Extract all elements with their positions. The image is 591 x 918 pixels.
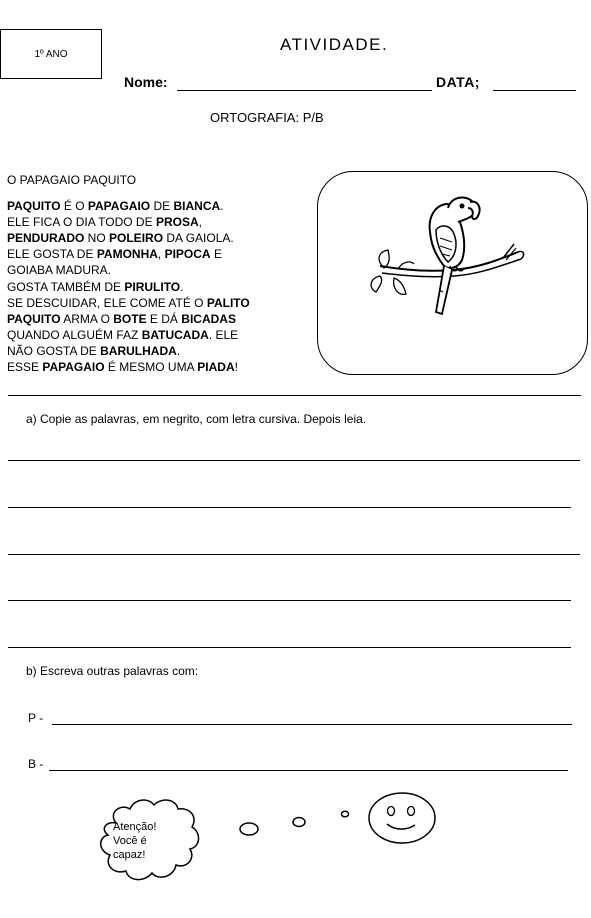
bold-word: PIRULITO xyxy=(124,279,181,294)
bold-word: BATUCADA xyxy=(141,327,209,342)
story-line xyxy=(7,246,302,262)
story-fragment: . xyxy=(180,279,184,294)
story-fragment: . xyxy=(220,199,224,214)
bold-word: POLEIRO xyxy=(109,231,164,246)
story-title: O PAPAGAIO PAQUITO xyxy=(7,173,137,187)
story-fragment: ELE GOSTA DE xyxy=(7,247,97,262)
bubble-text xyxy=(113,820,183,862)
bold-word: PROSA xyxy=(155,215,199,230)
story-fragment: , xyxy=(157,247,165,262)
bold-word: BOTE xyxy=(113,311,147,326)
story-fragment: SE DESCUIDAR, ELE COME ATÉ O xyxy=(7,295,207,310)
story-lines xyxy=(7,198,302,375)
story-fragment: ELE FICA O DIA TODO DE xyxy=(7,215,156,230)
bold-word: PAPAGAIO xyxy=(87,199,151,214)
picture-frame xyxy=(317,171,588,375)
smiley-face-icon xyxy=(366,790,438,846)
bold-word: BIANCA xyxy=(173,199,221,214)
answer-line-1[interactable] xyxy=(8,460,580,461)
story-line xyxy=(7,214,302,230)
bold-word: PAPAGAIO xyxy=(42,360,105,375)
question-b: b) Escreva outras palavras com: xyxy=(26,664,199,678)
story-line xyxy=(7,311,302,327)
answer-line-2[interactable] xyxy=(8,507,571,508)
story-fragment: GOSTA TAMBÉM DE xyxy=(7,279,125,294)
story-line xyxy=(7,230,302,246)
p-words-field[interactable] xyxy=(52,724,572,725)
story-fragment: NO xyxy=(84,231,110,246)
section-divider xyxy=(8,395,581,396)
page-title: ATIVIDADE. xyxy=(280,35,389,54)
story-line xyxy=(7,295,302,311)
story-fragment: E DÁ xyxy=(146,311,182,326)
story-fragment: DA GAIOLA. xyxy=(163,231,234,246)
date-label: DATA; xyxy=(436,74,480,90)
answer-line-3[interactable] xyxy=(8,554,580,555)
story-fragment: QUANDO ALGUÉM FAZ xyxy=(7,327,142,342)
story-fragment: DE xyxy=(150,199,174,214)
name-label: Nome: xyxy=(124,74,168,90)
story-text xyxy=(7,172,302,375)
story-line xyxy=(7,343,302,359)
story-fragment: ARMA O xyxy=(60,311,114,326)
story-fragment: NÃO GOSTA DE xyxy=(7,343,101,358)
bold-word: PIADA xyxy=(197,360,235,375)
story-fragment: ! xyxy=(234,360,238,375)
answer-line-5[interactable] xyxy=(8,647,571,648)
story-fragment: É MESMO UMA xyxy=(104,360,198,375)
bubble-line-1: Atenção! xyxy=(113,821,157,833)
story-line xyxy=(7,327,302,343)
b-words-field[interactable] xyxy=(49,770,568,771)
story-line xyxy=(7,279,302,295)
bubble-line-2: Você é xyxy=(113,835,147,847)
grade-box xyxy=(0,29,102,79)
bubble-line-3: capaz! xyxy=(113,849,146,861)
subject-heading: ORTOGRAFIA: P/B xyxy=(210,110,324,125)
bold-word: PENDURADO xyxy=(7,231,85,246)
story-fragment: GOIABA MADURA. xyxy=(7,263,112,278)
date-field[interactable] xyxy=(493,90,576,91)
story-line xyxy=(7,198,302,214)
story-fragment: ESSE xyxy=(7,360,43,375)
answer-line-4[interactable] xyxy=(8,600,571,601)
bold-word: PAQUITO xyxy=(7,199,61,214)
name-field[interactable] xyxy=(177,90,432,91)
story-fragment: É O xyxy=(60,199,88,214)
bold-word: PAMONHA xyxy=(96,247,158,262)
question-a: a) Copie as palavras, em negrito, com letra cursiva. Depois leia. xyxy=(26,412,367,426)
bold-word: BICADAS xyxy=(181,311,236,326)
b-label: B - xyxy=(28,757,44,771)
grade-label: 1º ANO xyxy=(34,48,68,60)
bold-word: BARULHADA xyxy=(100,343,177,358)
story-line xyxy=(7,359,302,375)
story-fragment: . xyxy=(176,343,181,358)
bold-word: PIPOCA xyxy=(164,247,211,262)
story-fragment: . ELE xyxy=(208,327,239,342)
p-label: P - xyxy=(28,711,44,725)
parrot-on-branch-icon xyxy=(318,172,586,373)
bold-word: PAQUITO xyxy=(7,311,61,326)
story-fragment: , xyxy=(198,215,202,230)
story-fragment: E xyxy=(210,247,222,262)
story-line xyxy=(7,262,302,278)
bold-word: PALITO xyxy=(206,295,250,310)
